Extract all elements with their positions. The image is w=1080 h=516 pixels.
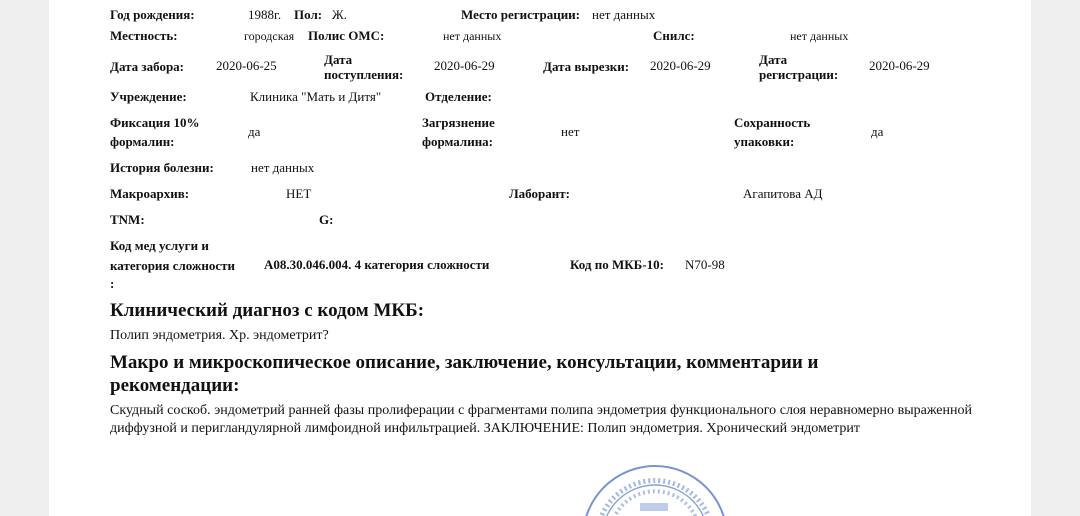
- registration-date-value: 2020-06-29: [869, 58, 930, 73]
- oms-label: Полис ОМС:: [308, 28, 385, 43]
- department-label: Отделение:: [425, 89, 492, 104]
- fixation-value: да: [248, 124, 261, 139]
- macroarchive-value: НЕТ: [286, 186, 312, 201]
- lab-assistant-label: Лаборант:: [509, 186, 570, 201]
- report-page: [49, 0, 1031, 516]
- receipt-date-label-2: поступления:: [324, 67, 404, 82]
- snils-label: Снилс:: [653, 28, 695, 43]
- macroarchive-label: Макроархив:: [110, 186, 190, 201]
- service-code-label-2: категория сложности: [110, 258, 235, 273]
- oms-value: нет данных: [443, 29, 502, 43]
- fixation-label-2: формалин:: [110, 134, 175, 149]
- packaging-label-2: упаковки:: [734, 134, 795, 149]
- snils-value: нет данных: [790, 29, 849, 43]
- cutting-date-value: 2020-06-29: [650, 58, 711, 73]
- service-code-label-3: :: [110, 276, 115, 291]
- collection-date-label: Дата забора:: [110, 59, 185, 74]
- birth-year-label: Год рождения:: [110, 7, 195, 22]
- icd-code-value: N70-98: [685, 257, 725, 272]
- clinical-diagnosis-text: Полип эндометрия. Хр. эндометрит?: [110, 328, 329, 343]
- tnm-label: TNM:: [110, 212, 145, 227]
- contamination-value: нет: [561, 124, 580, 139]
- birth-year-value: 1988г.: [248, 7, 282, 22]
- sex-value: Ж.: [332, 7, 347, 22]
- history-label: История болезни:: [110, 160, 214, 175]
- fixation-label-1: Фиксация 10%: [110, 115, 200, 130]
- description-heading-line-1: Макро и микроскопическое описание, заключение, консультации, комментарии и: [110, 352, 819, 373]
- institution-label: Учреждение:: [110, 89, 187, 104]
- description-heading-line-2: рекомендации:: [110, 375, 240, 396]
- registration-date-label-2: регистрации:: [759, 67, 839, 82]
- history-value: нет данных: [251, 160, 315, 175]
- g-label: G:: [319, 212, 334, 227]
- packaging-label-1: Сохранность: [734, 115, 811, 130]
- icd-code-label: Код по МКБ-10:: [570, 257, 664, 272]
- receipt-date-label-1: Дата: [324, 52, 353, 67]
- packaging-value: да: [871, 124, 884, 139]
- locality-value: городская: [244, 29, 295, 43]
- clinical-diagnosis-heading: Клинический диагноз с кодом МКБ:: [110, 300, 425, 321]
- description-text: Скудный соскоб. эндометрий ранней фазы пролиферации с фрагментами полипа эндометрия функционального слоя неравномерно выраженной диффузной и перигландулярной лимфоидной инфильтрацией. ЗАКЛЮЧЕНИЕ: Полип эндометрия. Хронический эндометрит: [110, 403, 972, 436]
- lab-assistant-value: Агапитова АД: [743, 186, 823, 201]
- registration-label: Место регистрации:: [461, 7, 580, 22]
- cutting-date-label: Дата вырезки:: [543, 59, 630, 74]
- service-code-value: A08.30.046.004. 4 категория сложности: [264, 257, 490, 272]
- sex-label: Пол:: [294, 7, 323, 22]
- collection-date-value: 2020-06-25: [216, 58, 277, 73]
- registration-date-label-1: Дата: [759, 52, 788, 67]
- contamination-label-2: формалина:: [422, 134, 494, 149]
- registration-value: нет данных: [592, 7, 656, 22]
- institution-value: Клиника "Мать и Дитя": [250, 89, 382, 104]
- service-code-label-1: Код мед услуги и: [110, 238, 209, 253]
- institution-stamp: [580, 463, 730, 516]
- locality-label: Местность:: [110, 28, 178, 43]
- receipt-date-value: 2020-06-29: [434, 58, 495, 73]
- contamination-label-1: Загрязнение: [422, 115, 495, 130]
